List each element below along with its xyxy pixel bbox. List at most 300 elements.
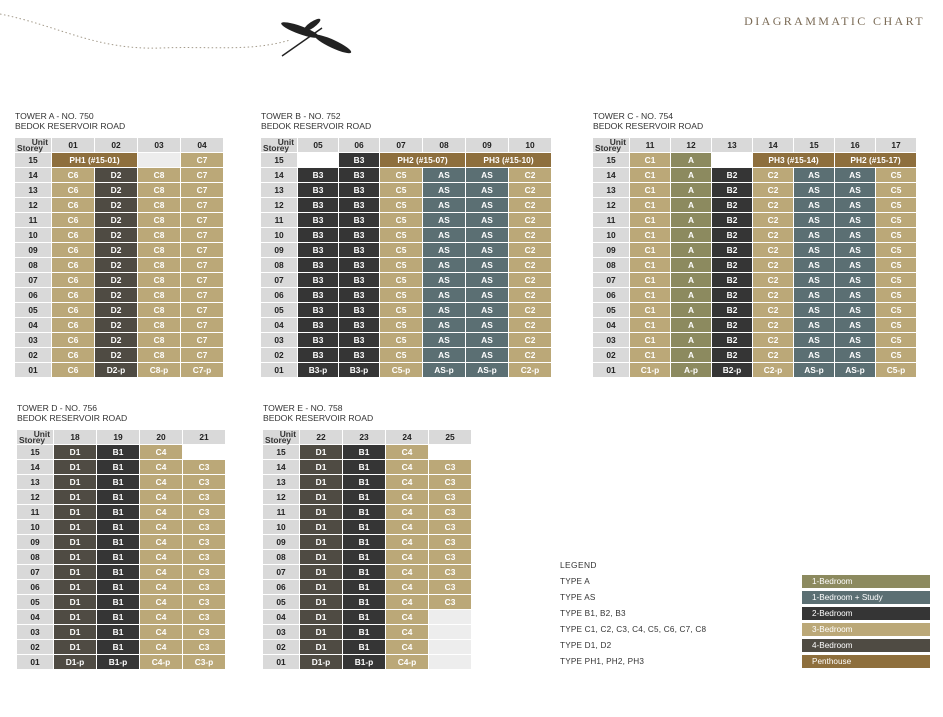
unit-cell: B1 xyxy=(97,475,139,489)
storey-number: 09 xyxy=(17,535,53,549)
unit-cell: C2 xyxy=(509,333,551,347)
unit-cell: AS-p xyxy=(835,363,875,377)
unit-cell: AS xyxy=(423,303,465,317)
unit-cell: PH1 (#15-01) xyxy=(52,153,137,167)
unit-cell: B3 xyxy=(339,288,379,302)
unit-cell: AS xyxy=(794,348,834,362)
storey-number: 15 xyxy=(15,153,51,167)
unit-cell: A xyxy=(671,318,711,332)
unit-header: 24 xyxy=(386,430,428,444)
unit-cell: C7 xyxy=(181,198,223,212)
tower-title: TOWER E - NO. 758 xyxy=(263,403,343,413)
unit-cell: C8 xyxy=(138,318,180,332)
storey-number: 01 xyxy=(15,363,51,377)
storey-row xyxy=(15,273,223,287)
unit-cell: D1-p xyxy=(54,655,96,669)
storey-row xyxy=(593,168,916,182)
storey-row xyxy=(15,333,223,347)
unit-cell: B1 xyxy=(343,460,385,474)
storey-row xyxy=(593,228,916,242)
unit-cell: C2 xyxy=(753,273,793,287)
unit-header: 22 xyxy=(300,430,342,444)
legend-item xyxy=(560,622,932,638)
storey-number: 11 xyxy=(593,213,629,227)
unit-cell: C7 xyxy=(181,153,223,167)
storey-row xyxy=(17,535,225,549)
unit-header: 02 xyxy=(95,138,137,152)
unit-cell: C6 xyxy=(52,258,94,272)
unit-cell: C5 xyxy=(876,258,916,272)
unit-cell: C4 xyxy=(386,505,428,519)
unit-cell: D1 xyxy=(300,475,342,489)
unit-cell: AS xyxy=(466,183,508,197)
storey-number: 12 xyxy=(261,198,297,212)
empty-cell xyxy=(712,153,752,167)
unit-cell: C4 xyxy=(386,610,428,624)
storey-number: 06 xyxy=(593,288,629,302)
unit-cell: D1 xyxy=(300,595,342,609)
storey-number: 09 xyxy=(593,243,629,257)
tower-road: BEDOK RESERVOIR ROAD xyxy=(15,121,126,131)
unit-cell: B1 xyxy=(343,520,385,534)
unit-cell: C2 xyxy=(509,183,551,197)
unit-cell: C1 xyxy=(630,303,670,317)
unit-header: 06 xyxy=(339,138,379,152)
unit-cell: AS xyxy=(835,168,875,182)
unit-cell: C3 xyxy=(183,535,225,549)
unit-cell: D1 xyxy=(300,445,342,459)
storey-row xyxy=(15,303,223,317)
storey-number: 15 xyxy=(593,153,629,167)
storey-number: 04 xyxy=(261,318,297,332)
unit-cell: C4-p xyxy=(386,655,428,669)
storey-number: 11 xyxy=(263,505,299,519)
storey-number: 05 xyxy=(15,303,51,317)
storey-row xyxy=(263,625,471,639)
unit-cell: AS xyxy=(466,228,508,242)
unit-cell: C6 xyxy=(52,273,94,287)
unit-cell: A xyxy=(671,273,711,287)
unit-cell: C3 xyxy=(183,580,225,594)
unit-cell: C7 xyxy=(181,228,223,242)
storey-number: 01 xyxy=(17,655,53,669)
unit-cell: B1 xyxy=(343,580,385,594)
unit-cell: C4 xyxy=(140,640,182,654)
legend xyxy=(560,560,932,670)
unit-cell: C5 xyxy=(380,228,422,242)
unit-cell: AS xyxy=(423,183,465,197)
unit-cell: B3 xyxy=(298,243,338,257)
unit-cell: AS xyxy=(423,273,465,287)
storey-number: 11 xyxy=(15,213,51,227)
unit-cell: C7 xyxy=(181,273,223,287)
unit-cell: C3 xyxy=(183,565,225,579)
unit-cell: C5 xyxy=(380,348,422,362)
unit-cell: C4 xyxy=(140,565,182,579)
unit-cell: C5-p xyxy=(380,363,422,377)
unit-cell: B3-p xyxy=(339,363,379,377)
unit-cell: C5 xyxy=(380,288,422,302)
unit-cell: C1 xyxy=(630,168,670,182)
legend-type-label: TYPE AS xyxy=(560,593,596,602)
unit-cell: B1 xyxy=(343,535,385,549)
unit-cell: C2 xyxy=(753,243,793,257)
unit-cell: D2 xyxy=(95,198,137,212)
unit-cell: B1 xyxy=(97,520,139,534)
unit-cell: AS xyxy=(835,288,875,302)
unit-cell: C7 xyxy=(181,348,223,362)
unit-cell: C5 xyxy=(876,183,916,197)
unit-grid xyxy=(260,137,552,378)
storey-row xyxy=(15,228,223,242)
legend-item xyxy=(560,654,932,670)
unit-cell: A xyxy=(671,183,711,197)
storey-row xyxy=(593,213,916,227)
storey-number: 10 xyxy=(17,520,53,534)
unit-header: 16 xyxy=(835,138,875,152)
unit-cell: C4 xyxy=(140,580,182,594)
unit-cell: C5 xyxy=(380,243,422,257)
storey-row xyxy=(263,595,471,609)
unit-cell: B3-p xyxy=(298,363,338,377)
unit-label: Unit xyxy=(31,137,48,147)
unit-header: 05 xyxy=(298,138,338,152)
unit-cell: AS xyxy=(835,228,875,242)
unit-cell: C3 xyxy=(183,460,225,474)
unit-cell: A xyxy=(671,213,711,227)
unit-cell: AS xyxy=(466,168,508,182)
unit-cell: AS xyxy=(466,258,508,272)
storey-number: 14 xyxy=(17,460,53,474)
unit-cell: B3 xyxy=(339,183,379,197)
unit-cell: D1 xyxy=(54,460,96,474)
unit-cell: C1 xyxy=(630,228,670,242)
unit-cell: D2 xyxy=(95,213,137,227)
storey-number: 05 xyxy=(17,595,53,609)
unit-cell: AS xyxy=(466,288,508,302)
unit-cell: PH2 (#15-07) xyxy=(380,153,465,167)
unit-header: 18 xyxy=(54,430,96,444)
storey-row xyxy=(17,655,225,669)
unit-cell: C2 xyxy=(753,213,793,227)
storey-row xyxy=(263,490,471,504)
unit-label: Unit xyxy=(609,137,626,147)
storey-number: 06 xyxy=(261,288,297,302)
unit-cell: C2 xyxy=(509,168,551,182)
unit-cell: B2 xyxy=(712,183,752,197)
unit-cell: C2 xyxy=(753,303,793,317)
storey-row xyxy=(15,198,223,212)
unit-cell: AS xyxy=(423,288,465,302)
unit-cell: C4 xyxy=(140,550,182,564)
storey-number: 05 xyxy=(263,595,299,609)
unit-cell: B3 xyxy=(339,198,379,212)
storey-number: 06 xyxy=(263,580,299,594)
storey-number: 03 xyxy=(261,333,297,347)
unit-cell: C4 xyxy=(386,460,428,474)
unit-cell: C7 xyxy=(181,213,223,227)
storey-row xyxy=(15,168,223,182)
unit-cell: B1-p xyxy=(343,655,385,669)
storey-number: 10 xyxy=(593,228,629,242)
storey-label: Storey xyxy=(265,435,292,445)
unit-cell: C7 xyxy=(181,183,223,197)
unit-grid xyxy=(14,137,224,378)
storey-number: 12 xyxy=(263,490,299,504)
storey-row xyxy=(263,445,471,459)
unit-header: 09 xyxy=(466,138,508,152)
unit-cell: C8 xyxy=(138,213,180,227)
storey-row xyxy=(17,565,225,579)
unit-cell: C3 xyxy=(183,640,225,654)
storey-number: 13 xyxy=(593,183,629,197)
storey-row xyxy=(261,333,551,347)
unit-cell: A xyxy=(671,288,711,302)
unit-cell: B1 xyxy=(97,565,139,579)
unit-cell: B1 xyxy=(343,445,385,459)
storey-number: 09 xyxy=(263,535,299,549)
storey-row xyxy=(15,288,223,302)
storey-number: 07 xyxy=(17,565,53,579)
unit-cell: B1 xyxy=(343,565,385,579)
storey-row xyxy=(15,363,223,377)
tower-e-block xyxy=(262,403,472,670)
unit-cell: D2 xyxy=(95,258,137,272)
legend-swatch: Penthouse xyxy=(802,655,930,668)
unit-cell: C4 xyxy=(140,505,182,519)
unit-cell: B3 xyxy=(298,228,338,242)
storey-number: 13 xyxy=(261,183,297,197)
legend-item xyxy=(560,574,932,590)
unit-cell: C1 xyxy=(630,153,670,167)
unit-cell: C2 xyxy=(509,288,551,302)
unit-cell: D1 xyxy=(300,610,342,624)
storey-number: 06 xyxy=(17,580,53,594)
storey-row xyxy=(593,318,916,332)
unit-cell: B3 xyxy=(339,273,379,287)
unit-cell: C6 xyxy=(52,213,94,227)
unit-cell: AS xyxy=(794,273,834,287)
unit-cell: B1 xyxy=(97,610,139,624)
unit-cell: AS xyxy=(835,303,875,317)
storey-row xyxy=(263,475,471,489)
storey-row xyxy=(17,610,225,624)
unit-cell: B1 xyxy=(97,595,139,609)
unit-cell: D1 xyxy=(300,580,342,594)
tower-c-block xyxy=(592,111,917,378)
storey-number: 15 xyxy=(263,445,299,459)
storey-number: 14 xyxy=(263,460,299,474)
page-title: DIAGRAMMATIC CHART xyxy=(744,14,925,28)
unit-grid xyxy=(592,137,917,378)
unit-cell: C3 xyxy=(429,565,471,579)
dotted-flight-path xyxy=(0,14,290,48)
tower-b-block xyxy=(260,111,552,378)
unit-cell: C7 xyxy=(181,303,223,317)
dragonfly-icon xyxy=(280,17,353,56)
storey-number: 02 xyxy=(261,348,297,362)
storey-row xyxy=(263,655,471,669)
storey-number: 03 xyxy=(263,625,299,639)
unit-cell: D1 xyxy=(300,565,342,579)
unit-cell: AS-p xyxy=(423,363,465,377)
unit-cell: D1 xyxy=(300,625,342,639)
unit-cell: B2-p xyxy=(712,363,752,377)
unit-cell: C2 xyxy=(509,318,551,332)
unit-cell: PH2 (#15-17) xyxy=(835,153,916,167)
unit-cell: C6 xyxy=(52,198,94,212)
unit-cell: AS xyxy=(794,333,834,347)
empty-cell xyxy=(429,640,471,654)
storey-number: 03 xyxy=(593,333,629,347)
unit-cell: D2 xyxy=(95,348,137,362)
unit-cell: C4 xyxy=(386,580,428,594)
storey-row xyxy=(593,363,916,377)
unit-cell: C4 xyxy=(386,475,428,489)
unit-cell: B1 xyxy=(97,505,139,519)
unit-cell: C4 xyxy=(386,565,428,579)
storey-row xyxy=(261,243,551,257)
storey-row xyxy=(263,580,471,594)
unit-cell: C3 xyxy=(183,625,225,639)
unit-cell: B1 xyxy=(97,490,139,504)
storey-row xyxy=(263,610,471,624)
unit-cell: C7 xyxy=(181,168,223,182)
unit-cell: C4 xyxy=(140,475,182,489)
unit-cell: B2 xyxy=(712,243,752,257)
unit-cell: C8 xyxy=(138,243,180,257)
unit-cell: C4 xyxy=(140,610,182,624)
unit-cell: C5 xyxy=(876,213,916,227)
unit-cell: A xyxy=(671,198,711,212)
unit-cell: AS xyxy=(835,213,875,227)
unit-cell: C7 xyxy=(181,243,223,257)
unit-cell: C5 xyxy=(876,348,916,362)
unit-cell: C8 xyxy=(138,273,180,287)
unit-cell: B1 xyxy=(343,625,385,639)
storey-row xyxy=(593,153,916,167)
unit-cell: D1 xyxy=(54,625,96,639)
unit-cell: AS xyxy=(423,228,465,242)
unit-cell: C4 xyxy=(386,490,428,504)
unit-cell: C2 xyxy=(509,258,551,272)
unit-cell: B1 xyxy=(343,610,385,624)
unit-cell: C1 xyxy=(630,318,670,332)
unit-cell: AS xyxy=(466,243,508,257)
legend-type-label: TYPE PH1, PH2, PH3 xyxy=(560,657,645,666)
storey-row xyxy=(17,490,225,504)
unit-cell: C1 xyxy=(630,198,670,212)
unit-cell: C5 xyxy=(876,168,916,182)
tower-d-block xyxy=(16,403,226,670)
unit-cell: C4 xyxy=(140,625,182,639)
storey-number: 12 xyxy=(15,198,51,212)
unit-cell: B3 xyxy=(298,348,338,362)
tower-road: BEDOK RESERVOIR ROAD xyxy=(261,121,372,131)
unit-header: 12 xyxy=(671,138,711,152)
unit-cell: C5 xyxy=(876,228,916,242)
unit-cell: C4 xyxy=(386,625,428,639)
unit-cell: C2 xyxy=(753,183,793,197)
unit-cell: D2 xyxy=(95,303,137,317)
unit-cell: C6 xyxy=(52,288,94,302)
unit-cell: D1 xyxy=(54,550,96,564)
tower-title: TOWER C - NO. 754 xyxy=(593,111,674,121)
unit-cell: C5 xyxy=(876,198,916,212)
unit-cell: B3 xyxy=(339,348,379,362)
unit-cell: B3 xyxy=(298,168,338,182)
unit-cell: C3-p xyxy=(183,655,225,669)
storey-row xyxy=(17,595,225,609)
unit-cell: AS xyxy=(423,168,465,182)
unit-cell: C8 xyxy=(138,183,180,197)
legend-swatch: 1-Bedroom + Study xyxy=(802,591,930,604)
unit-cell: C2 xyxy=(509,243,551,257)
unit-cell: C7 xyxy=(181,288,223,302)
unit-cell: B2 xyxy=(712,273,752,287)
unit-cell: AS xyxy=(423,198,465,212)
unit-header: 04 xyxy=(181,138,223,152)
unit-cell: A xyxy=(671,153,711,167)
unit-cell: AS xyxy=(423,258,465,272)
storey-number: 15 xyxy=(17,445,53,459)
unit-cell: C3 xyxy=(183,610,225,624)
unit-cell: D1 xyxy=(54,580,96,594)
storey-number: 03 xyxy=(17,625,53,639)
storey-label: Storey xyxy=(17,143,44,153)
unit-cell: C8 xyxy=(138,258,180,272)
unit-cell: C6 xyxy=(52,303,94,317)
unit-cell: B3 xyxy=(339,243,379,257)
unit-cell: D2 xyxy=(95,333,137,347)
unit-cell: B3 xyxy=(339,303,379,317)
empty-cell xyxy=(429,445,471,459)
unit-cell: AS xyxy=(835,273,875,287)
unit-cell: C7 xyxy=(181,258,223,272)
storey-row xyxy=(17,580,225,594)
unit-cell: AS xyxy=(423,213,465,227)
unit-cell: D1 xyxy=(300,490,342,504)
storey-number: 01 xyxy=(261,363,297,377)
storey-number: 14 xyxy=(593,168,629,182)
storey-number: 08 xyxy=(17,550,53,564)
legend-type-label: TYPE B1, B2, B3 xyxy=(560,609,626,618)
storey-number: 13 xyxy=(15,183,51,197)
unit-cell: C2 xyxy=(509,198,551,212)
unit-cell: C8 xyxy=(138,333,180,347)
unit-cell: C5 xyxy=(380,198,422,212)
unit-cell: D2 xyxy=(95,273,137,287)
unit-cell: B3 xyxy=(339,318,379,332)
unit-cell: D2-p xyxy=(95,363,137,377)
tower-road: BEDOK RESERVOIR ROAD xyxy=(17,413,128,423)
unit-cell: C2 xyxy=(753,318,793,332)
storey-number: 07 xyxy=(15,273,51,287)
unit-cell: C8-p xyxy=(138,363,180,377)
unit-cell: C8 xyxy=(138,288,180,302)
storey-row xyxy=(263,520,471,534)
legend-swatch: 4-Bedroom xyxy=(802,639,930,652)
unit-cell: C3 xyxy=(429,595,471,609)
storey-row xyxy=(593,288,916,302)
storey-row xyxy=(261,318,551,332)
unit-cell: B3 xyxy=(298,258,338,272)
storey-row xyxy=(261,183,551,197)
unit-cell: B3 xyxy=(339,213,379,227)
unit-cell: C2 xyxy=(753,348,793,362)
unit-cell: C5 xyxy=(380,303,422,317)
storey-number: 02 xyxy=(263,640,299,654)
